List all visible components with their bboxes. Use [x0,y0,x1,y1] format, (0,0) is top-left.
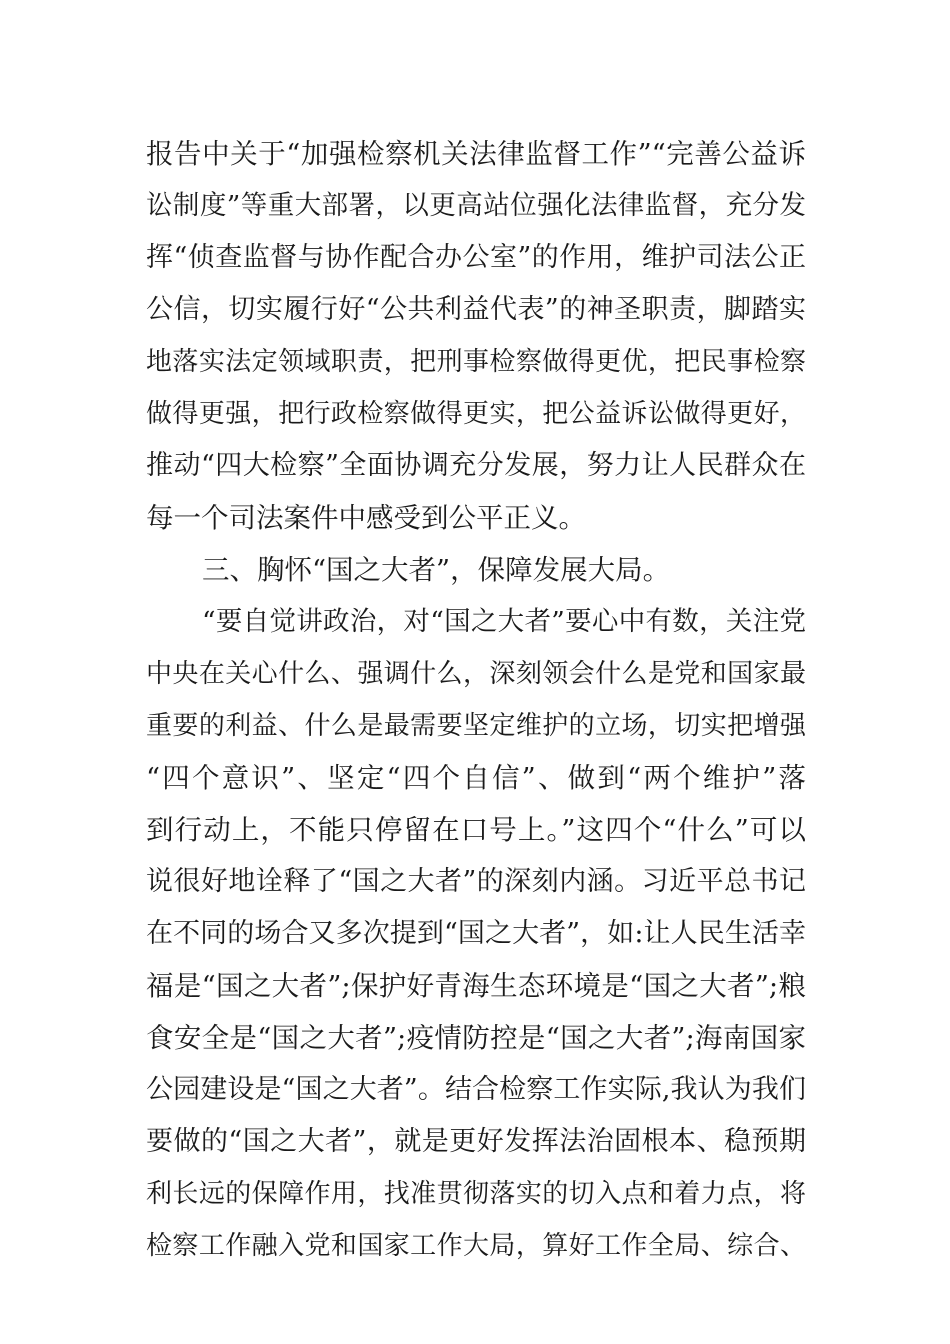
text-line: 要做的“国之大者”，就是更好发挥法治固根本、稳预期 [146,1126,806,1157]
text-line: 利长远的保障作用，找准贯彻落实的切入点和着力点，将 [146,1179,806,1209]
text-line: 说很好地诠释了“国之大者”的深刻内涵。习近平总书记 [146,866,806,897]
text-line: “四个意识”、坚定“四个自信”、做到“两个维护”落 [146,762,806,794]
text-line: 公信，切实履行好“公共利益代表”的神圣职责，脚踏实 [146,294,806,325]
text-line: 推动“四大检察”全面协调充分发展，努力让人民群众在 [146,450,806,481]
text-line: 重要的利益、什么是最需要坚定维护的立场，切实把增强 [146,711,806,741]
text-line: 检察工作融入党和国家工作大局，算好工作全局、综合、 [146,1231,806,1261]
text-line: 在不同的场合又多次提到“国之大者”，如:让人民生活幸 [146,918,806,949]
text-line: 每一个司法案件中感受到公平正义。 [146,502,586,534]
body-text [146,128,806,1272]
text-line: 做得更强，把行政检察做得更实，把公益诉讼做得更好， [146,399,806,429]
text-line: 中央在关心什么、强调什么，深刻领会什么是党和国家最 [146,659,806,689]
text-line: “要自觉讲政治，对“国之大者”要心中有数，关注党 [202,606,806,637]
text-line: 到行动上，不能只停留在口号上。”这四个“什么”可以 [146,814,806,846]
text-line: 福是“国之大者”;保护好青海生态环境是“国之大者”;粮 [146,970,806,1002]
text-line: 食安全是“国之大者”;疫情防控是“国之大者”;海南国家 [146,1022,806,1054]
text-line: 报告中关于“加强检察机关法律监督工作”“完善公益诉 [146,138,806,170]
text-line: 公园建设是“国之大者”。结合检察工作实际,我认为我们 [146,1074,806,1105]
text-line: 地落实法定领域职责，把刑事检察做得更优，把民事检察 [146,347,806,377]
section-heading: 三、胸怀“国之大者”，保障发展大局。 [202,554,671,586]
text-line: 讼制度”等重大部署，以更高站位强化法律监督，充分发 [146,190,806,221]
text-line: 挥“侦查监督与协作配合办公室”的作用，维护司法公正 [146,242,806,273]
